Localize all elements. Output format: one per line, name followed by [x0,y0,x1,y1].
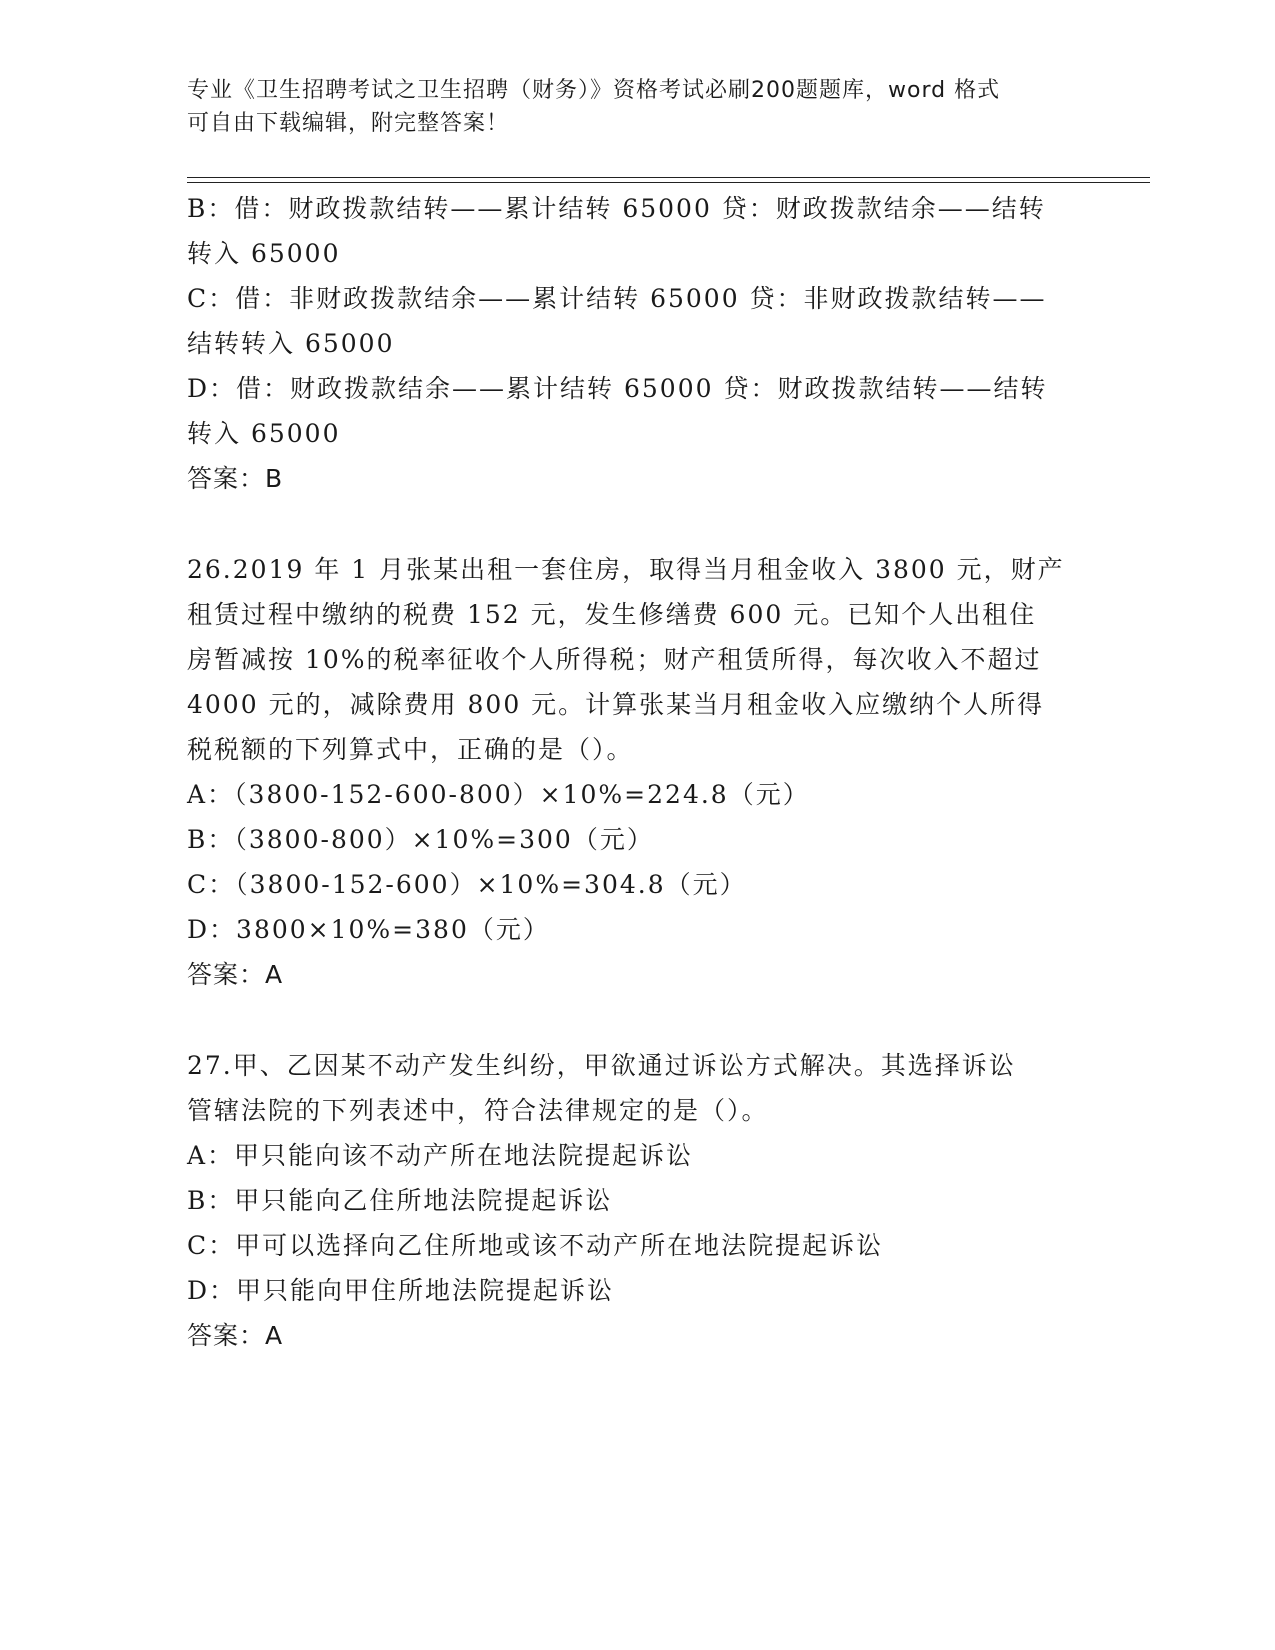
header-divider-bottom [187,182,1150,183]
q26-option-b: B：（3800-800）×10%=300（元） [187,825,654,854]
q25-answer: 答案：B [187,464,284,493]
q27-stem-line-1: 27.甲、乙因某不动产发生纠纷，甲欲通过诉讼方式解决。其选择诉讼 [187,1051,1016,1080]
q26-stem-line-2: 租赁过程中缴纳的税费 152 元，发生修缮费 600 元。已知个人出租住 [187,600,1037,629]
q25-option-b-line-1: B：借：财政拨款结转——累计结转 65000 贷：财政拨款结余——结转 [187,194,1046,223]
q26-stem-line-4: 4000 元的，减除费用 800 元。计算张某当月租金收入应缴纳个人所得 [187,690,1045,719]
document-header [187,74,1067,140]
q26-stem-line-5: 税税额的下列算式中，正确的是（）。 [187,735,634,764]
q25-option-d-line-2: 转入 65000 [187,419,341,448]
q27-stem-line-2: 管辖法院的下列表述中，符合法律规定的是（）。 [187,1096,769,1125]
q25-option-d-line-1: D：借：财政拨款结余——累计结转 65000 贷：财政拨款结转——结转 [187,374,1048,403]
q27-option-c: C：甲可以选择向乙住所地或该不动产所在地法院提起诉讼 [187,1231,884,1260]
q27-option-a: A：甲只能向该不动产所在地法院提起诉讼 [187,1141,694,1170]
q27-answer: 答案：A [187,1321,284,1350]
q27-option-b: B：甲只能向乙住所地法院提起诉讼 [187,1186,613,1215]
q26-stem-line-3: 房暂减按 10%的税率征收个人所得税；财产租赁所得，每次收入不超过 [187,645,1042,674]
q26-answer: 答案：A [187,960,284,989]
q26-option-d: D：3800×10%=380（元） [187,915,550,944]
header-title-line-2: 可自由下载编辑，附完整答案！ [187,111,510,136]
q25-option-b-line-2: 转入 65000 [187,239,341,268]
q25-option-c-line-1: C：借：非财政拨款结余——累计结转 65000 贷：非财政拨款结转—— [187,284,1047,313]
q27-option-d: D：甲只能向甲住所地法院提起诉讼 [187,1276,615,1305]
q26-stem-line-1: 26.2019 年 1 月张某出租一套住房，取得当月租金收入 3800 元，财产 [187,555,1065,584]
header-divider-top [187,177,1150,178]
header-title-line-1: 专业《卫生招聘考试之卫生招聘（财务）》资格考试必刷200题题库，word 格式 [187,78,1001,103]
q25-option-c-line-2: 结转转入 65000 [187,329,395,358]
q26-option-c: C：（3800-152-600）×10%=304.8（元） [187,870,747,899]
q26-option-a: A：（3800-152-600-800）×10%=224.8（元） [187,780,810,809]
